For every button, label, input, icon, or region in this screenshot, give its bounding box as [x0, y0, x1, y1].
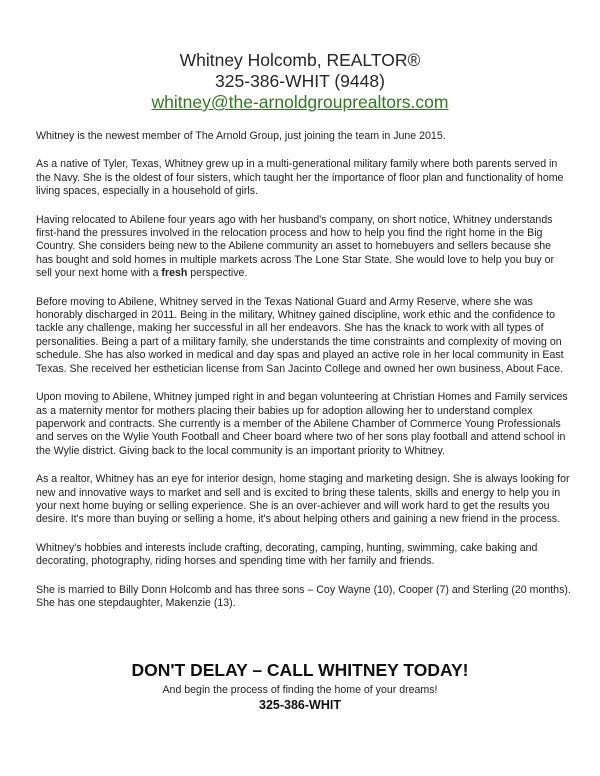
call-to-action — [0, 659, 600, 714]
cta-subline: And begin the process of finding the home of your dreams! — [162, 684, 438, 696]
bio-text-segment: perspective. — [187, 267, 248, 280]
cta-headline: DON'T DELAY – CALL WHITNEY TODAY! — [131, 660, 469, 680]
bio-paragraph-community: Upon moving to Abilene, Whitney jumped right in and began volunteering at Christian Homes and Family services as a maternity mentor for mothers placing their babies up for adoption allowing her to understand complex paperwork and contracts. She currently is a member of the Abilene Chamber of Commerce Young Professionals and serves on the Wylie Youth Football and Cheer board where two of her sons play football and attend school in the Wylie district. Giving back to the local community is an important priority to Whitney. — [36, 391, 568, 457]
agent-name: Whitney Holcomb, REALTOR® — [179, 50, 421, 70]
bio-emphasis-fresh: fresh — [161, 267, 188, 280]
bio-paragraph-realtor: As a realtor, Whitney has an eye for interior design, home staging and marketing design. She is always looking for new and innovative ways to market and sell and is excited to bring these talents, skills and energy to help you in your next home buying or selling experience. She is an over-achiever and will work hard to get the results you desire. It's more than buying or selling a home, it's about helping others and gaining a new friend in the process. — [36, 473, 570, 526]
bio-text-segment: Having relocated to Abilene four years ago with her husband's company, on short notice, Whitney understands first-hand the pressures involved in the relocation process and how to help you find the right home in the Big Country. She considers being new to the Abilene community an asset to homebuyers and sellers because she has bought and sold homes in multiple markets across The Lone Star State. She would love to help you buy or sell your next home with a — [36, 213, 555, 280]
bio-paragraph-hobbies: Whitney's hobbies and interests include crafting, decorating, camping, hunting, swimming, cake baking and decorating, photography, riding horses and spending time with her family and friends. — [36, 541, 538, 568]
contact-header — [0, 50, 600, 113]
bio-paragraph-military: Before moving to Abilene, Whitney served in the Texas National Guard and Army Reserve, where she was honorably discharged in 2011. Being in the military, Whitney gained discipline, work ethic and the confidence to tackle any challenge, making her successful in all her endeavors. She has the knack to work with all types of personalities. Being a part of a military family, she understands the time constraints and complexity of moving on schedule. She has also worked in medical and day spas and played an active role in her local community in East Texas. She received her esthetician license from San Jacinto College and owned her own business, About Face. — [36, 295, 564, 375]
bio-paragraph-intro: Whitney is the newest member of The Arnold Group, just joining the team in June 2015. — [36, 130, 446, 142]
bio-paragraph-background: As a native of Tyler, Texas, Whitney grew up in a multi-generational military family where both parents served in the Navy. She is the oldest of four sisters, which taught her the importance of floor plan and functionality of home living spaces, especially in a household of girls. — [36, 158, 564, 198]
bio-paragraph-relocation — [36, 214, 571, 281]
agent-email-link[interactable]: whitney@the-arnoldgrouprealtors.com — [151, 92, 449, 112]
cta-phone: 325-386-WHIT — [259, 698, 341, 712]
agent-phone: 325-386-WHIT (9448) — [215, 71, 385, 91]
bio-body — [36, 130, 571, 625]
bio-paragraph-family: She is married to Billy Donn Holcomb and has three sons – Coy Wayne (10), Cooper (7) and Sterling (20 months). She has one stepdaughter, Makenzie (13). — [36, 583, 571, 609]
